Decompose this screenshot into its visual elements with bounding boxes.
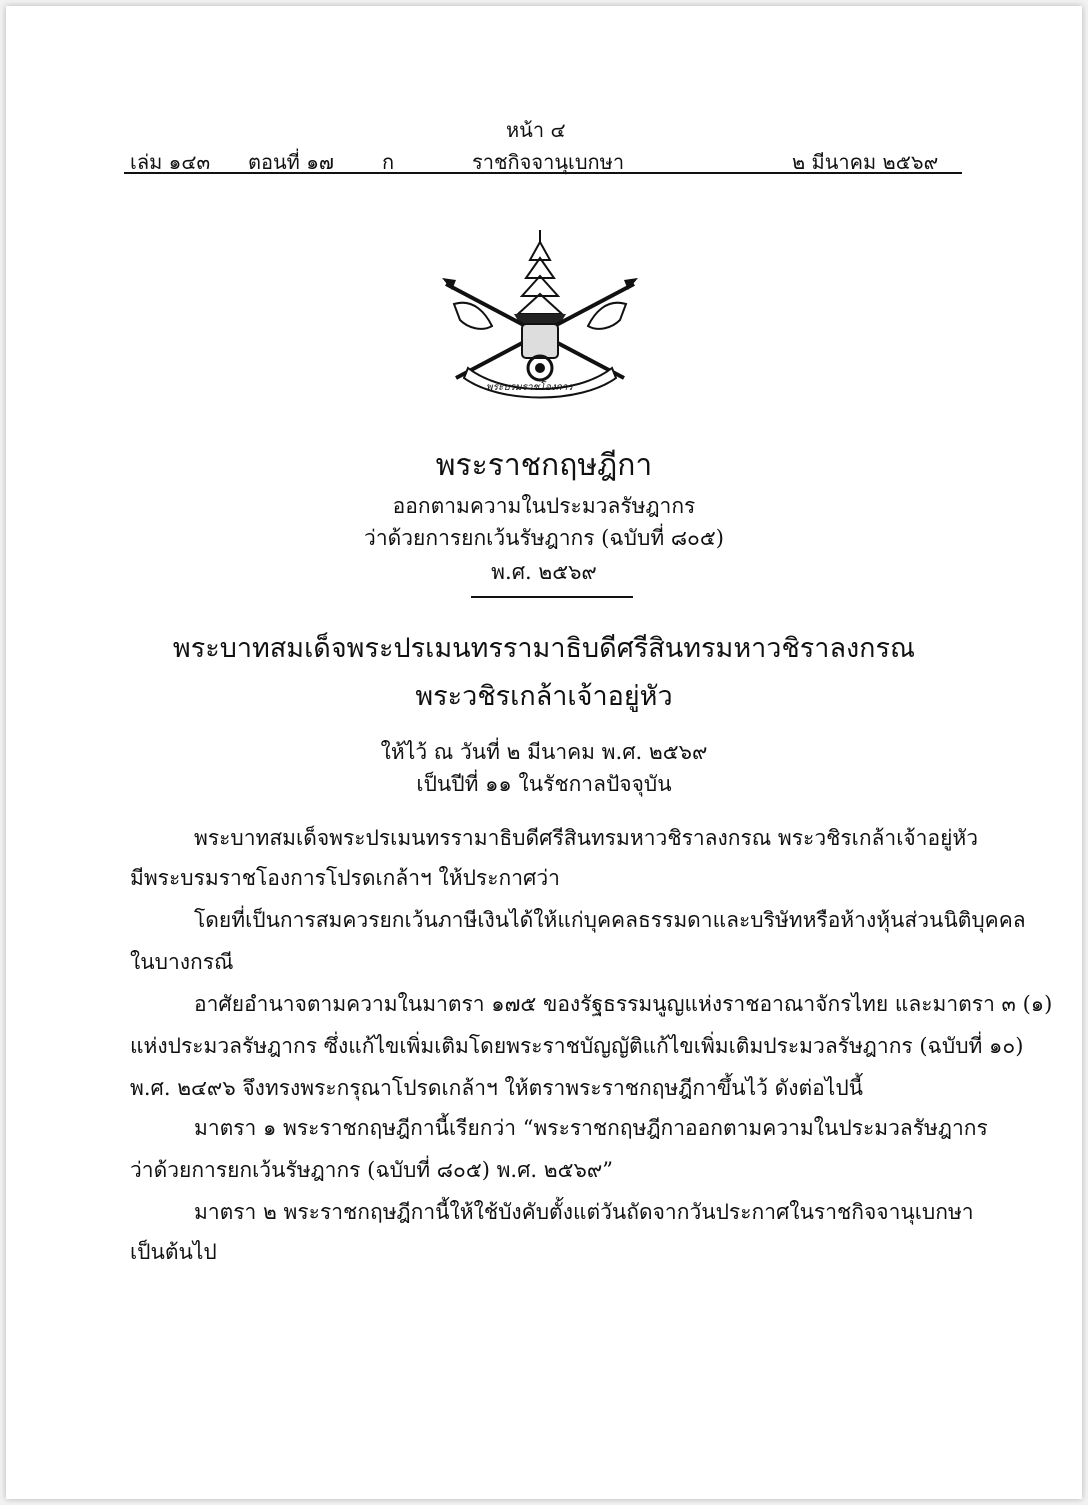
gazette-page	[6, 6, 1082, 1499]
authority-line-2: แห่งประมวลรัษฎากร ซึ่งแก้ไขเพิ่มเติมโดยพระราชบัญญัติแก้ไขเพิ่มเติมประมวลรัษฎากร (ฉบับที่ ๑๐)	[130, 1034, 1024, 1058]
rationale-line-2: ในบางกรณี	[130, 950, 234, 974]
section-2-line-1: มาตรา ๒ พระราชกฤษฎีกานี้ให้ใช้บังคับตั้งแต่วันถัดจากวันประกาศในราชกิจจานุเบกษา	[194, 1200, 974, 1224]
decree-title: พระราชกฤษฎีกา	[435, 448, 653, 483]
page-number: หน้า ๔	[506, 118, 566, 142]
issue-date: ๒ มีนาคม ๒๕๖๙	[792, 150, 939, 174]
decree-year: พ.ศ. ๒๕๖๙	[491, 560, 597, 584]
title-rule	[471, 596, 633, 598]
section-letter: ก	[382, 150, 395, 174]
emblem-ribbon-text: พระบรมราชโองการ	[486, 382, 573, 393]
royal-emblem-icon	[434, 228, 646, 402]
section-2-line-2: เป็นต้นไป	[130, 1240, 217, 1264]
preamble-line-1: พระบาทสมเด็จพระปรเมนทรรามาธิบดีศรีสินทรมหาวชิราลงกรณ พระวชิรเกล้าเจ้าอยู่หัว	[194, 826, 979, 850]
volume-number: เล่ม ๑๔๓	[130, 150, 211, 174]
decree-subtitle-2: ว่าด้วยการยกเว้นรัษฎากร (ฉบับที่ ๘๐๕)	[364, 526, 724, 550]
section-1-line-1: มาตรา ๑ พระราชกฤษฎีกานี้เรียกว่า “พระราชกฤษฎีกาออกตามความในประมวลรัษฎากร	[194, 1116, 988, 1140]
issue-number: ตอนที่ ๑๗	[248, 150, 334, 174]
given-date: ให้ไว้ ณ วันที่ ๒ มีนาคม พ.ศ. ๒๕๖๙	[380, 740, 708, 764]
preamble-line-2: มีพระบรมราชโองการโปรดเกล้าฯ ให้ประกาศว่า	[130, 866, 560, 890]
authority-line-3: พ.ศ. ๒๔๙๖ จึงทรงพระกรุณาโปรดเกล้าฯ ให้ตราพระราชกฤษฎีกาขึ้นไว้ ดังต่อไปนี้	[130, 1076, 864, 1100]
authority-line-1: อาศัยอำนาจตามความในมาตรา ๑๗๕ ของรัฐธรรมนูญแห่งราชอาณาจักรไทย และมาตรา ๓ (๑)	[194, 992, 1053, 1016]
king-name-line-2: พระวชิรเกล้าเจ้าอยู่หัว	[415, 681, 673, 712]
rationale-line-1: โดยที่เป็นการสมควรยกเว้นภาษีเงินได้ให้แก่บุคคลธรรมดาและบริษัทหรือห้างหุ้นส่วนนิติบุคคล	[194, 908, 1026, 932]
decree-subtitle-1: ออกตามความในประมวลรัษฎากร	[392, 494, 696, 518]
section-1-line-2: ว่าด้วยการยกเว้นรัษฎากร (ฉบับที่ ๘๐๕) พ.ศ. ๒๕๖๙”	[130, 1158, 613, 1182]
king-name-line-1: พระบาทสมเด็จพระปรเมนทรรามาธิบดีศรีสินทรมหาวชิราลงกรณ	[172, 633, 916, 664]
header-rule	[124, 172, 962, 174]
reign-year: เป็นปีที่ ๑๑ ในรัชกาลปัจจุบัน	[416, 772, 672, 796]
gazette-name: ราชกิจจานุเบกษา	[472, 150, 625, 174]
